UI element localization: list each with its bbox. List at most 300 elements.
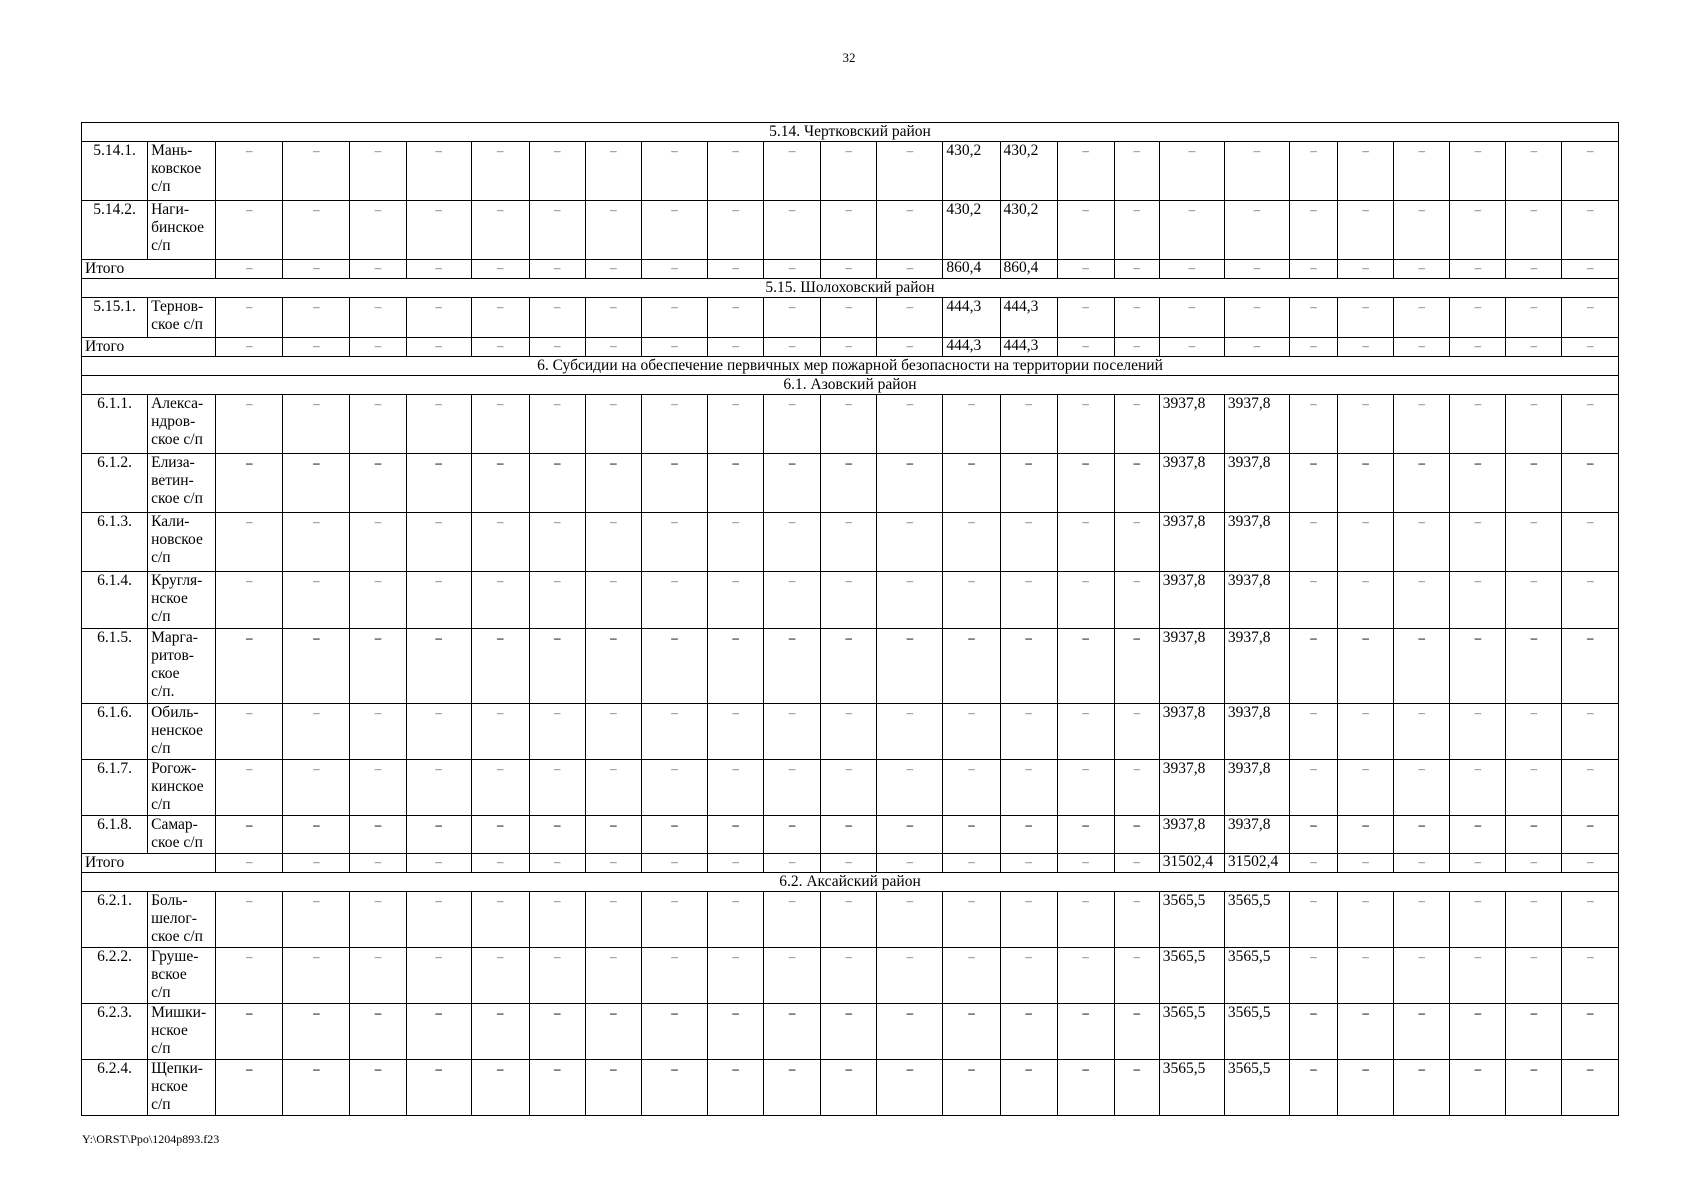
- empty-value-cell: –: [1394, 513, 1450, 572]
- empty-value-cell: –: [585, 629, 641, 704]
- section-heading: 6.1. Азовский район: [82, 376, 1619, 395]
- empty-value-cell: –: [1000, 760, 1057, 816]
- empty-value-cell: –: [1000, 572, 1057, 629]
- empty-value-cell: –: [1506, 1004, 1562, 1060]
- empty-value-cell: –: [641, 1060, 707, 1116]
- empty-value-cell: –: [1450, 572, 1506, 629]
- value-cell: 3565,5: [1159, 1004, 1224, 1060]
- total-row: [82, 338, 1619, 357]
- table-row: [82, 142, 1619, 201]
- table-row: [82, 201, 1619, 260]
- value-cell: 3937,8: [1224, 395, 1289, 454]
- empty-value-cell: –: [406, 760, 471, 816]
- empty-value-cell: –: [1506, 572, 1562, 629]
- value-cell: 3565,5: [1224, 892, 1289, 948]
- empty-value-cell: –: [1562, 629, 1619, 704]
- empty-value-cell: –: [471, 760, 529, 816]
- value-cell: 430,2: [943, 201, 1000, 260]
- empty-value-cell: –: [1450, 629, 1506, 704]
- empty-value-cell: –: [406, 395, 471, 454]
- empty-value-cell: –: [529, 816, 585, 854]
- empty-value-cell: –: [641, 298, 707, 338]
- value-cell: 3565,5: [1224, 948, 1289, 1004]
- empty-value-cell: –: [943, 629, 1000, 704]
- empty-value-cell: –: [1057, 704, 1114, 760]
- empty-value-cell: –: [1338, 854, 1394, 873]
- empty-value-cell: –: [283, 1004, 350, 1060]
- empty-value-cell: –: [1000, 816, 1057, 854]
- empty-value-cell: –: [471, 513, 529, 572]
- empty-value-cell: –: [641, 395, 707, 454]
- empty-value-cell: –: [1057, 854, 1114, 873]
- value-cell: 3937,8: [1159, 513, 1224, 572]
- section-heading-row: [82, 376, 1619, 395]
- empty-value-cell: –: [641, 572, 707, 629]
- empty-value-cell: –: [1506, 816, 1562, 854]
- empty-value-cell: –: [641, 454, 707, 513]
- empty-value-cell: –: [708, 704, 764, 760]
- empty-value-cell: –: [406, 704, 471, 760]
- empty-value-cell: –: [283, 629, 350, 704]
- empty-value-cell: –: [877, 816, 943, 854]
- empty-value-cell: –: [1338, 948, 1394, 1004]
- empty-value-cell: –: [1000, 1060, 1057, 1116]
- empty-value-cell: –: [1159, 338, 1224, 357]
- empty-value-cell: –: [1562, 338, 1619, 357]
- empty-value-cell: –: [943, 704, 1000, 760]
- empty-value-cell: –: [708, 513, 764, 572]
- value-cell: 3937,8: [1224, 816, 1289, 854]
- empty-value-cell: –: [471, 395, 529, 454]
- total-label: Итого: [82, 854, 216, 873]
- empty-value-cell: –: [1394, 260, 1450, 279]
- empty-value-cell: –: [1338, 892, 1394, 948]
- empty-value-cell: –: [708, 1060, 764, 1116]
- empty-value-cell: –: [529, 298, 585, 338]
- empty-value-cell: –: [1394, 816, 1450, 854]
- empty-value-cell: –: [1450, 854, 1506, 873]
- empty-value-cell: –: [216, 1004, 283, 1060]
- empty-value-cell: –: [877, 298, 943, 338]
- empty-value-cell: –: [1290, 892, 1338, 948]
- empty-value-cell: –: [283, 948, 350, 1004]
- table-row: [82, 892, 1619, 948]
- empty-value-cell: –: [471, 629, 529, 704]
- empty-value-cell: –: [585, 760, 641, 816]
- table-row: [82, 1004, 1619, 1060]
- empty-value-cell: –: [471, 572, 529, 629]
- section-heading-row: [82, 873, 1619, 892]
- empty-value-cell: –: [1562, 201, 1619, 260]
- empty-value-cell: –: [821, 1004, 877, 1060]
- empty-value-cell: –: [821, 892, 877, 948]
- empty-value-cell: –: [1114, 572, 1159, 629]
- empty-value-cell: –: [471, 1004, 529, 1060]
- empty-value-cell: –: [641, 854, 707, 873]
- value-cell: 3937,8: [1224, 454, 1289, 513]
- empty-value-cell: –: [1114, 1060, 1159, 1116]
- empty-value-cell: –: [1114, 1004, 1159, 1060]
- empty-value-cell: –: [1338, 760, 1394, 816]
- empty-value-cell: –: [821, 572, 877, 629]
- empty-value-cell: –: [1114, 260, 1159, 279]
- empty-value-cell: –: [1290, 1004, 1338, 1060]
- table-body: [82, 123, 1619, 1116]
- empty-value-cell: –: [585, 816, 641, 854]
- empty-value-cell: –: [1394, 948, 1450, 1004]
- empty-value-cell: –: [585, 704, 641, 760]
- empty-value-cell: –: [471, 338, 529, 357]
- row-code: 6.2.4.: [82, 1060, 148, 1116]
- empty-value-cell: –: [943, 513, 1000, 572]
- empty-value-cell: –: [1290, 142, 1338, 201]
- empty-value-cell: –: [471, 142, 529, 201]
- empty-value-cell: –: [1506, 338, 1562, 357]
- empty-value-cell: –: [1338, 572, 1394, 629]
- empty-value-cell: –: [283, 513, 350, 572]
- empty-value-cell: –: [1338, 816, 1394, 854]
- row-code: 6.1.1.: [82, 395, 148, 454]
- empty-value-cell: –: [406, 572, 471, 629]
- empty-value-cell: –: [1114, 454, 1159, 513]
- empty-value-cell: –: [641, 629, 707, 704]
- empty-value-cell: –: [764, 395, 821, 454]
- value-cell: 3937,8: [1224, 629, 1289, 704]
- row-code: 6.1.8.: [82, 816, 148, 854]
- empty-value-cell: –: [708, 201, 764, 260]
- empty-value-cell: –: [216, 629, 283, 704]
- table-row: [82, 395, 1619, 454]
- value-cell: 3565,5: [1224, 1004, 1289, 1060]
- empty-value-cell: –: [1290, 395, 1338, 454]
- settlement-name: Кали- новское с/п: [148, 513, 216, 572]
- empty-value-cell: –: [641, 142, 707, 201]
- total-label: Итого: [82, 338, 216, 357]
- empty-value-cell: –: [821, 298, 877, 338]
- empty-value-cell: –: [471, 704, 529, 760]
- empty-value-cell: –: [283, 760, 350, 816]
- table-row: [82, 629, 1619, 704]
- value-cell: 444,3: [943, 338, 1000, 357]
- empty-value-cell: –: [1562, 395, 1619, 454]
- empty-value-cell: –: [350, 201, 406, 260]
- empty-value-cell: –: [641, 201, 707, 260]
- empty-value-cell: –: [1114, 629, 1159, 704]
- empty-value-cell: –: [216, 513, 283, 572]
- empty-value-cell: –: [471, 948, 529, 1004]
- row-code: 5.14.1.: [82, 142, 148, 201]
- empty-value-cell: –: [1000, 892, 1057, 948]
- empty-value-cell: –: [1290, 513, 1338, 572]
- value-cell: 3565,5: [1224, 1060, 1289, 1116]
- empty-value-cell: –: [529, 338, 585, 357]
- value-cell: 3937,8: [1224, 704, 1289, 760]
- empty-value-cell: –: [1506, 854, 1562, 873]
- empty-value-cell: –: [283, 338, 350, 357]
- empty-value-cell: –: [708, 892, 764, 948]
- empty-value-cell: –: [1290, 260, 1338, 279]
- empty-value-cell: –: [764, 142, 821, 201]
- empty-value-cell: –: [471, 892, 529, 948]
- settlement-name: Самар- ское с/п: [148, 816, 216, 854]
- empty-value-cell: –: [943, 816, 1000, 854]
- empty-value-cell: –: [1450, 892, 1506, 948]
- empty-value-cell: –: [1057, 513, 1114, 572]
- empty-value-cell: –: [529, 454, 585, 513]
- empty-value-cell: –: [943, 395, 1000, 454]
- empty-value-cell: –: [764, 572, 821, 629]
- empty-value-cell: –: [1290, 298, 1338, 338]
- settlement-name: Мань- ковское с/п: [148, 142, 216, 201]
- empty-value-cell: –: [471, 1060, 529, 1116]
- empty-value-cell: –: [406, 298, 471, 338]
- empty-value-cell: –: [1450, 454, 1506, 513]
- empty-value-cell: –: [943, 1004, 1000, 1060]
- empty-value-cell: –: [1394, 201, 1450, 260]
- empty-value-cell: –: [1338, 704, 1394, 760]
- empty-value-cell: –: [1057, 629, 1114, 704]
- empty-value-cell: –: [1394, 1004, 1450, 1060]
- empty-value-cell: –: [350, 454, 406, 513]
- empty-value-cell: –: [585, 142, 641, 201]
- empty-value-cell: –: [585, 572, 641, 629]
- empty-value-cell: –: [1000, 704, 1057, 760]
- footer-path: Y:\ORST\Ppo\1204p893.f23: [82, 1132, 220, 1146]
- empty-value-cell: –: [529, 854, 585, 873]
- empty-value-cell: –: [1290, 629, 1338, 704]
- table-row: [82, 1060, 1619, 1116]
- empty-value-cell: –: [1450, 816, 1506, 854]
- empty-value-cell: –: [877, 760, 943, 816]
- empty-value-cell: –: [1224, 298, 1289, 338]
- empty-value-cell: –: [350, 704, 406, 760]
- empty-value-cell: –: [529, 760, 585, 816]
- empty-value-cell: –: [764, 892, 821, 948]
- empty-value-cell: –: [1114, 854, 1159, 873]
- empty-value-cell: –: [641, 260, 707, 279]
- empty-value-cell: –: [283, 298, 350, 338]
- empty-value-cell: –: [1224, 142, 1289, 201]
- empty-value-cell: –: [350, 298, 406, 338]
- empty-value-cell: –: [1159, 260, 1224, 279]
- row-code: 6.1.7.: [82, 760, 148, 816]
- empty-value-cell: –: [1394, 338, 1450, 357]
- empty-value-cell: –: [1000, 395, 1057, 454]
- empty-value-cell: –: [1224, 201, 1289, 260]
- empty-value-cell: –: [877, 201, 943, 260]
- empty-value-cell: –: [877, 142, 943, 201]
- empty-value-cell: –: [1562, 854, 1619, 873]
- empty-value-cell: –: [283, 395, 350, 454]
- empty-value-cell: –: [1450, 704, 1506, 760]
- value-cell: 3937,8: [1159, 704, 1224, 760]
- empty-value-cell: –: [1562, 572, 1619, 629]
- row-code: 5.15.1.: [82, 298, 148, 338]
- empty-value-cell: –: [1562, 142, 1619, 201]
- empty-value-cell: –: [1114, 948, 1159, 1004]
- empty-value-cell: –: [764, 513, 821, 572]
- empty-value-cell: –: [1057, 338, 1114, 357]
- value-cell: 3565,5: [1159, 892, 1224, 948]
- settlement-name: Груше- вское с/п: [148, 948, 216, 1004]
- empty-value-cell: –: [877, 338, 943, 357]
- value-cell: 3937,8: [1159, 816, 1224, 854]
- empty-value-cell: –: [283, 142, 350, 201]
- empty-value-cell: –: [764, 816, 821, 854]
- value-cell: 3565,5: [1159, 948, 1224, 1004]
- empty-value-cell: –: [1450, 338, 1506, 357]
- empty-value-cell: –: [529, 1060, 585, 1116]
- empty-value-cell: –: [821, 629, 877, 704]
- empty-value-cell: –: [708, 338, 764, 357]
- empty-value-cell: –: [1506, 948, 1562, 1004]
- empty-value-cell: –: [821, 142, 877, 201]
- empty-value-cell: –: [529, 142, 585, 201]
- empty-value-cell: –: [1290, 454, 1338, 513]
- empty-value-cell: –: [471, 816, 529, 854]
- empty-value-cell: –: [283, 260, 350, 279]
- empty-value-cell: –: [406, 948, 471, 1004]
- empty-value-cell: –: [1290, 201, 1338, 260]
- empty-value-cell: –: [406, 629, 471, 704]
- empty-value-cell: –: [821, 513, 877, 572]
- empty-value-cell: –: [821, 395, 877, 454]
- empty-value-cell: –: [1394, 1060, 1450, 1116]
- empty-value-cell: –: [1562, 1004, 1619, 1060]
- empty-value-cell: –: [1562, 816, 1619, 854]
- empty-value-cell: –: [821, 948, 877, 1004]
- empty-value-cell: –: [350, 1060, 406, 1116]
- row-code: 6.2.3.: [82, 1004, 148, 1060]
- empty-value-cell: –: [585, 1004, 641, 1060]
- empty-value-cell: –: [1506, 760, 1562, 816]
- empty-value-cell: –: [529, 892, 585, 948]
- empty-value-cell: –: [350, 760, 406, 816]
- page-number: 32: [842, 50, 856, 65]
- table-row: [82, 298, 1619, 338]
- empty-value-cell: –: [406, 454, 471, 513]
- empty-value-cell: –: [585, 854, 641, 873]
- empty-value-cell: –: [1057, 142, 1114, 201]
- empty-value-cell: –: [1506, 704, 1562, 760]
- empty-value-cell: –: [641, 513, 707, 572]
- value-cell: 3937,8: [1159, 395, 1224, 454]
- empty-value-cell: –: [1057, 760, 1114, 816]
- empty-value-cell: –: [1338, 142, 1394, 201]
- empty-value-cell: –: [1224, 338, 1289, 357]
- empty-value-cell: –: [216, 948, 283, 1004]
- empty-value-cell: –: [406, 338, 471, 357]
- empty-value-cell: –: [585, 948, 641, 1004]
- empty-value-cell: –: [764, 298, 821, 338]
- empty-value-cell: –: [943, 854, 1000, 873]
- empty-value-cell: –: [764, 704, 821, 760]
- empty-value-cell: –: [1394, 892, 1450, 948]
- value-cell: 860,4: [1000, 260, 1057, 279]
- section-heading-row: [82, 357, 1619, 376]
- empty-value-cell: –: [406, 854, 471, 873]
- empty-value-cell: –: [764, 338, 821, 357]
- empty-value-cell: –: [585, 454, 641, 513]
- empty-value-cell: –: [764, 629, 821, 704]
- empty-value-cell: –: [641, 892, 707, 948]
- value-cell: 444,3: [943, 298, 1000, 338]
- empty-value-cell: –: [216, 704, 283, 760]
- empty-value-cell: –: [943, 892, 1000, 948]
- empty-value-cell: –: [1338, 454, 1394, 513]
- empty-value-cell: –: [764, 1004, 821, 1060]
- section-heading: 6. Субсидии на обеспечение первичных мер пожарной безопасности на территории поселений: [82, 357, 1619, 376]
- empty-value-cell: –: [585, 513, 641, 572]
- empty-value-cell: –: [641, 338, 707, 357]
- empty-value-cell: –: [1562, 513, 1619, 572]
- section-heading-row: [82, 123, 1619, 142]
- empty-value-cell: –: [1338, 260, 1394, 279]
- empty-value-cell: –: [529, 201, 585, 260]
- empty-value-cell: –: [764, 1060, 821, 1116]
- empty-value-cell: –: [943, 1060, 1000, 1116]
- empty-value-cell: –: [1114, 142, 1159, 201]
- empty-value-cell: –: [764, 948, 821, 1004]
- settlement-name: Рогож- кинское с/п: [148, 760, 216, 816]
- empty-value-cell: –: [471, 298, 529, 338]
- empty-value-cell: –: [283, 854, 350, 873]
- empty-value-cell: –: [585, 298, 641, 338]
- value-cell: 31502,4: [1224, 854, 1289, 873]
- empty-value-cell: –: [1000, 513, 1057, 572]
- empty-value-cell: –: [708, 395, 764, 454]
- empty-value-cell: –: [350, 513, 406, 572]
- empty-value-cell: –: [821, 338, 877, 357]
- table-row: [82, 572, 1619, 629]
- empty-value-cell: –: [283, 892, 350, 948]
- empty-value-cell: –: [1450, 1004, 1506, 1060]
- empty-value-cell: –: [1000, 854, 1057, 873]
- empty-value-cell: –: [1114, 338, 1159, 357]
- empty-value-cell: –: [708, 260, 764, 279]
- total-row: [82, 854, 1619, 873]
- empty-value-cell: –: [1506, 629, 1562, 704]
- empty-value-cell: –: [1394, 760, 1450, 816]
- row-code: 6.1.5.: [82, 629, 148, 704]
- empty-value-cell: –: [1057, 298, 1114, 338]
- empty-value-cell: –: [350, 948, 406, 1004]
- empty-value-cell: –: [216, 395, 283, 454]
- empty-value-cell: –: [641, 1004, 707, 1060]
- empty-value-cell: –: [406, 513, 471, 572]
- empty-value-cell: –: [1114, 892, 1159, 948]
- empty-value-cell: –: [821, 760, 877, 816]
- empty-value-cell: –: [529, 572, 585, 629]
- empty-value-cell: –: [1159, 142, 1224, 201]
- empty-value-cell: –: [529, 629, 585, 704]
- empty-value-cell: –: [821, 201, 877, 260]
- empty-value-cell: –: [764, 760, 821, 816]
- empty-value-cell: –: [1506, 513, 1562, 572]
- row-code: 6.1.2.: [82, 454, 148, 513]
- empty-value-cell: –: [1057, 948, 1114, 1004]
- empty-value-cell: –: [1000, 454, 1057, 513]
- empty-value-cell: –: [406, 260, 471, 279]
- empty-value-cell: –: [1057, 395, 1114, 454]
- empty-value-cell: –: [1057, 1060, 1114, 1116]
- empty-value-cell: –: [1057, 260, 1114, 279]
- empty-value-cell: –: [1562, 948, 1619, 1004]
- empty-value-cell: –: [216, 454, 283, 513]
- empty-value-cell: –: [641, 704, 707, 760]
- empty-value-cell: –: [877, 572, 943, 629]
- empty-value-cell: –: [529, 1004, 585, 1060]
